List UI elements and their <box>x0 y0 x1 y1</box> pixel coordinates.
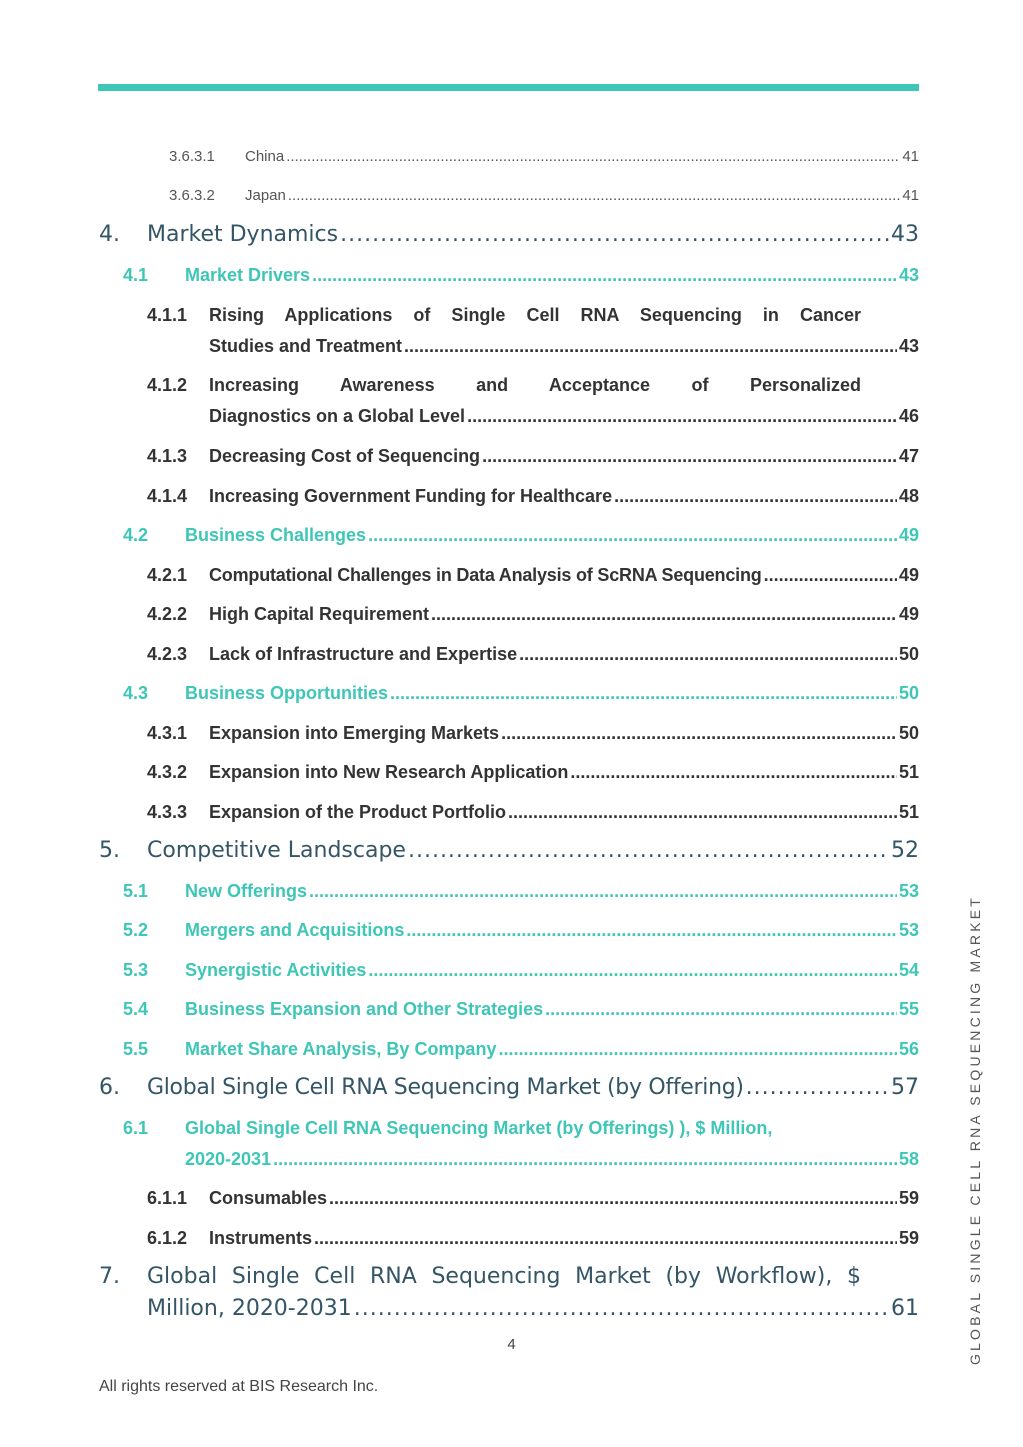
toc-number: 5.1 <box>123 881 149 901</box>
toc-page: 50 <box>898 723 919 743</box>
toc-title: New Offerings <box>185 881 308 901</box>
toc-number: 4.2 <box>123 525 149 545</box>
toc-title-line2: Million, 2020-2031 <box>147 1296 352 1321</box>
toc-leader <box>431 604 897 625</box>
toc-number: 5.2 <box>123 920 149 940</box>
toc-title-line2: 2020-2031 <box>185 1149 272 1169</box>
toc-entry-4-3-2[interactable] <box>147 762 919 783</box>
toc-entry-4-3-1[interactable] <box>147 723 919 744</box>
toc-page: 57 <box>891 1075 919 1100</box>
toc-title: Market Drivers <box>185 265 311 285</box>
toc-leader <box>614 486 897 507</box>
footer-copyright: All rights reserved at BIS Research Inc. <box>99 1378 379 1395</box>
toc-title: Business Opportunities <box>185 683 389 703</box>
toc-leader <box>314 1228 897 1249</box>
toc-title: China <box>245 148 285 165</box>
toc-entry-6-1-1[interactable] <box>147 1188 919 1209</box>
toc-title: Instruments <box>209 1228 313 1248</box>
toc-entry-4-1-4[interactable] <box>147 486 919 507</box>
toc-number: 6.1.2 <box>147 1228 188 1248</box>
toc-entry-7[interactable] <box>99 1264 919 1321</box>
toc-entry-4-2-1[interactable] <box>147 565 919 586</box>
toc-number: 4.3 <box>123 683 149 703</box>
toc-page: 43 <box>898 336 919 356</box>
toc-title-line1: Rising Applications of Single Cell RNA Sequencing in Cancer <box>209 305 861 325</box>
toc-page: 43 <box>898 265 919 285</box>
toc-title: Market Share Analysis, By Company <box>185 1039 497 1059</box>
toc-page: 47 <box>898 446 919 466</box>
toc-title: Market Dynamics <box>147 222 339 247</box>
toc-number: 4.2.2 <box>147 604 188 624</box>
toc-entry-7-continuation <box>147 1296 919 1321</box>
toc-title: Synergistic Activities <box>185 960 367 980</box>
toc-entry-6-1-continuation <box>185 1149 919 1170</box>
toc-leader <box>273 1149 897 1170</box>
toc-title-line1: Global Single Cell RNA Sequencing Market (by Offerings) ), $ Million, <box>185 1118 773 1138</box>
toc-leader <box>498 1039 897 1060</box>
header-accent-bar <box>98 84 919 91</box>
toc-leader <box>340 222 889 247</box>
toc-entry-6[interactable] <box>99 1075 919 1100</box>
toc-leader <box>746 1075 889 1100</box>
toc-number: 4.3.1 <box>147 723 188 743</box>
toc-page: 49 <box>898 525 919 545</box>
toc-number: 4.2.1 <box>147 565 188 585</box>
toc-page: 41 <box>902 187 919 204</box>
toc-entry-4-1-3[interactable] <box>147 446 919 467</box>
toc-entry-5[interactable] <box>99 838 919 863</box>
toc-title-line1: Increasing Awareness and Acceptance of Personalized <box>209 375 861 395</box>
toc-entry-5-3[interactable] <box>123 960 919 981</box>
toc-number: 3.6.3.2 <box>169 187 215 204</box>
toc-page: 49 <box>898 604 919 624</box>
toc-title: Increasing Government Funding for Healthcare <box>209 486 613 506</box>
toc-entry-4-1-2[interactable] <box>147 375 919 426</box>
page-number: 4 <box>507 1336 516 1353</box>
toc-number: 5.3 <box>123 960 149 980</box>
toc-title: High Capital Requirement <box>209 604 430 624</box>
toc-entry-6-1[interactable] <box>123 1118 919 1169</box>
toc-title: Computational Challenges in Data Analysis of ScRNA Sequencing <box>209 565 762 585</box>
toc-entry-4-2-3[interactable] <box>147 644 919 665</box>
toc-title: Decreasing Cost of Sequencing <box>209 446 481 466</box>
toc-entry-4-2[interactable] <box>123 525 919 546</box>
toc-leader <box>482 446 897 467</box>
toc-number: 6.1.1 <box>147 1188 188 1208</box>
toc-title: Business Expansion and Other Strategies <box>185 999 544 1019</box>
toc-title: Mergers and Acquisitions <box>185 920 405 940</box>
toc-leader <box>309 881 897 902</box>
toc-leader <box>312 265 897 286</box>
toc-entry-5-1[interactable] <box>123 881 919 902</box>
toc-page: 51 <box>898 762 919 782</box>
toc-entry-3-6-3-2[interactable] <box>169 187 919 204</box>
toc-page: 61 <box>891 1296 919 1321</box>
toc-title-line2: Studies and Treatment <box>209 336 403 356</box>
toc-page: 43 <box>891 222 919 247</box>
toc-number: 4.3.3 <box>147 802 188 822</box>
toc-title: Global Single Cell RNA Sequencing Market (by Offering) <box>147 1075 744 1100</box>
toc-title: Expansion into New Research Application <box>209 762 569 782</box>
toc-number: 4.3.2 <box>147 762 188 782</box>
toc-leader <box>404 336 897 357</box>
toc-page: 59 <box>898 1228 919 1248</box>
toc-number: 4. <box>99 222 120 247</box>
toc-entry-4-1-1[interactable] <box>147 305 919 356</box>
toc-entry-5-2[interactable] <box>123 920 919 941</box>
toc-leader <box>501 723 897 744</box>
toc-entry-4-1-2-continuation <box>209 406 919 427</box>
toc-leader <box>570 762 897 783</box>
toc-page: 50 <box>898 644 919 664</box>
toc-page: 49 <box>898 565 919 585</box>
toc-title: Expansion of the Product Portfolio <box>209 802 506 822</box>
toc-page: 46 <box>898 406 919 426</box>
toc-leader <box>286 148 900 165</box>
toc-title: Lack of Infrastructure and Expertise <box>209 644 518 664</box>
toc-number: 4.1.4 <box>147 486 188 506</box>
toc-number: 4.1.3 <box>147 446 188 466</box>
toc-leader <box>406 920 897 941</box>
toc-leader <box>408 838 889 863</box>
toc-leader <box>467 406 897 427</box>
toc-number: 6. <box>99 1075 120 1100</box>
toc-title-line2: Diagnostics on a Global Level <box>209 406 466 426</box>
toc-number: 4.1.2 <box>147 375 188 395</box>
toc-page: 59 <box>898 1188 919 1208</box>
toc-page: 52 <box>891 838 919 863</box>
toc-number: 5.4 <box>123 999 149 1019</box>
toc-title: Japan <box>245 187 286 204</box>
toc-page: 54 <box>898 960 919 980</box>
toc-number: 6.1 <box>123 1118 149 1138</box>
toc-entry-4-3[interactable] <box>123 683 919 704</box>
toc-leader <box>519 644 897 665</box>
toc-entry-4-2-2[interactable] <box>147 604 919 625</box>
toc-leader <box>390 683 897 704</box>
toc-number: 7. <box>99 1264 120 1289</box>
toc-number: 3.6.3.1 <box>169 148 215 165</box>
toc-page: 56 <box>898 1039 919 1059</box>
toc-entry-4[interactable] <box>99 222 919 247</box>
toc-page: 53 <box>898 881 919 901</box>
toc-title: Expansion into Emerging Markets <box>209 723 500 743</box>
side-running-title: GLOBAL SINGLE CELL RNA SEQUENCING MARKET <box>967 894 983 1366</box>
toc-title: Consumables <box>209 1188 328 1208</box>
toc-leader <box>368 525 897 546</box>
toc-page: 58 <box>898 1149 919 1169</box>
toc-page: 41 <box>902 148 919 165</box>
toc-leader <box>368 960 897 981</box>
toc-entry-3-6-3-1[interactable] <box>169 148 919 165</box>
toc-title-line1: Global Single Cell RNA Sequencing Market (by Workflow), $ <box>147 1264 861 1289</box>
toc-page: 51 <box>898 802 919 822</box>
toc-number: 5.5 <box>123 1039 149 1059</box>
toc-entry-5-5[interactable] <box>123 1039 919 1060</box>
toc-leader <box>329 1188 897 1209</box>
toc-leader <box>288 187 900 204</box>
toc-entry-6-1-2[interactable] <box>147 1228 919 1249</box>
toc-leader <box>764 565 897 586</box>
toc-page: 48 <box>898 486 919 506</box>
toc-title: Business Challenges <box>185 525 367 545</box>
toc-title: Competitive Landscape <box>147 838 406 863</box>
toc-entry-4-1[interactable] <box>123 265 919 286</box>
toc-entry-4-3-3[interactable] <box>147 802 919 823</box>
toc-page: 55 <box>898 999 919 1019</box>
toc-entry-4-1-1-continuation <box>209 336 919 357</box>
toc-number: 4.2.3 <box>147 644 188 664</box>
toc-page: 50 <box>898 683 919 703</box>
toc-entry-5-4[interactable] <box>123 999 919 1020</box>
toc-number: 4.1.1 <box>147 305 188 325</box>
toc-page: 53 <box>898 920 919 940</box>
toc-leader <box>354 1296 889 1321</box>
toc-number: 5. <box>99 838 120 863</box>
toc-leader <box>508 802 897 823</box>
toc-number: 4.1 <box>123 265 149 285</box>
toc-leader <box>545 999 897 1020</box>
